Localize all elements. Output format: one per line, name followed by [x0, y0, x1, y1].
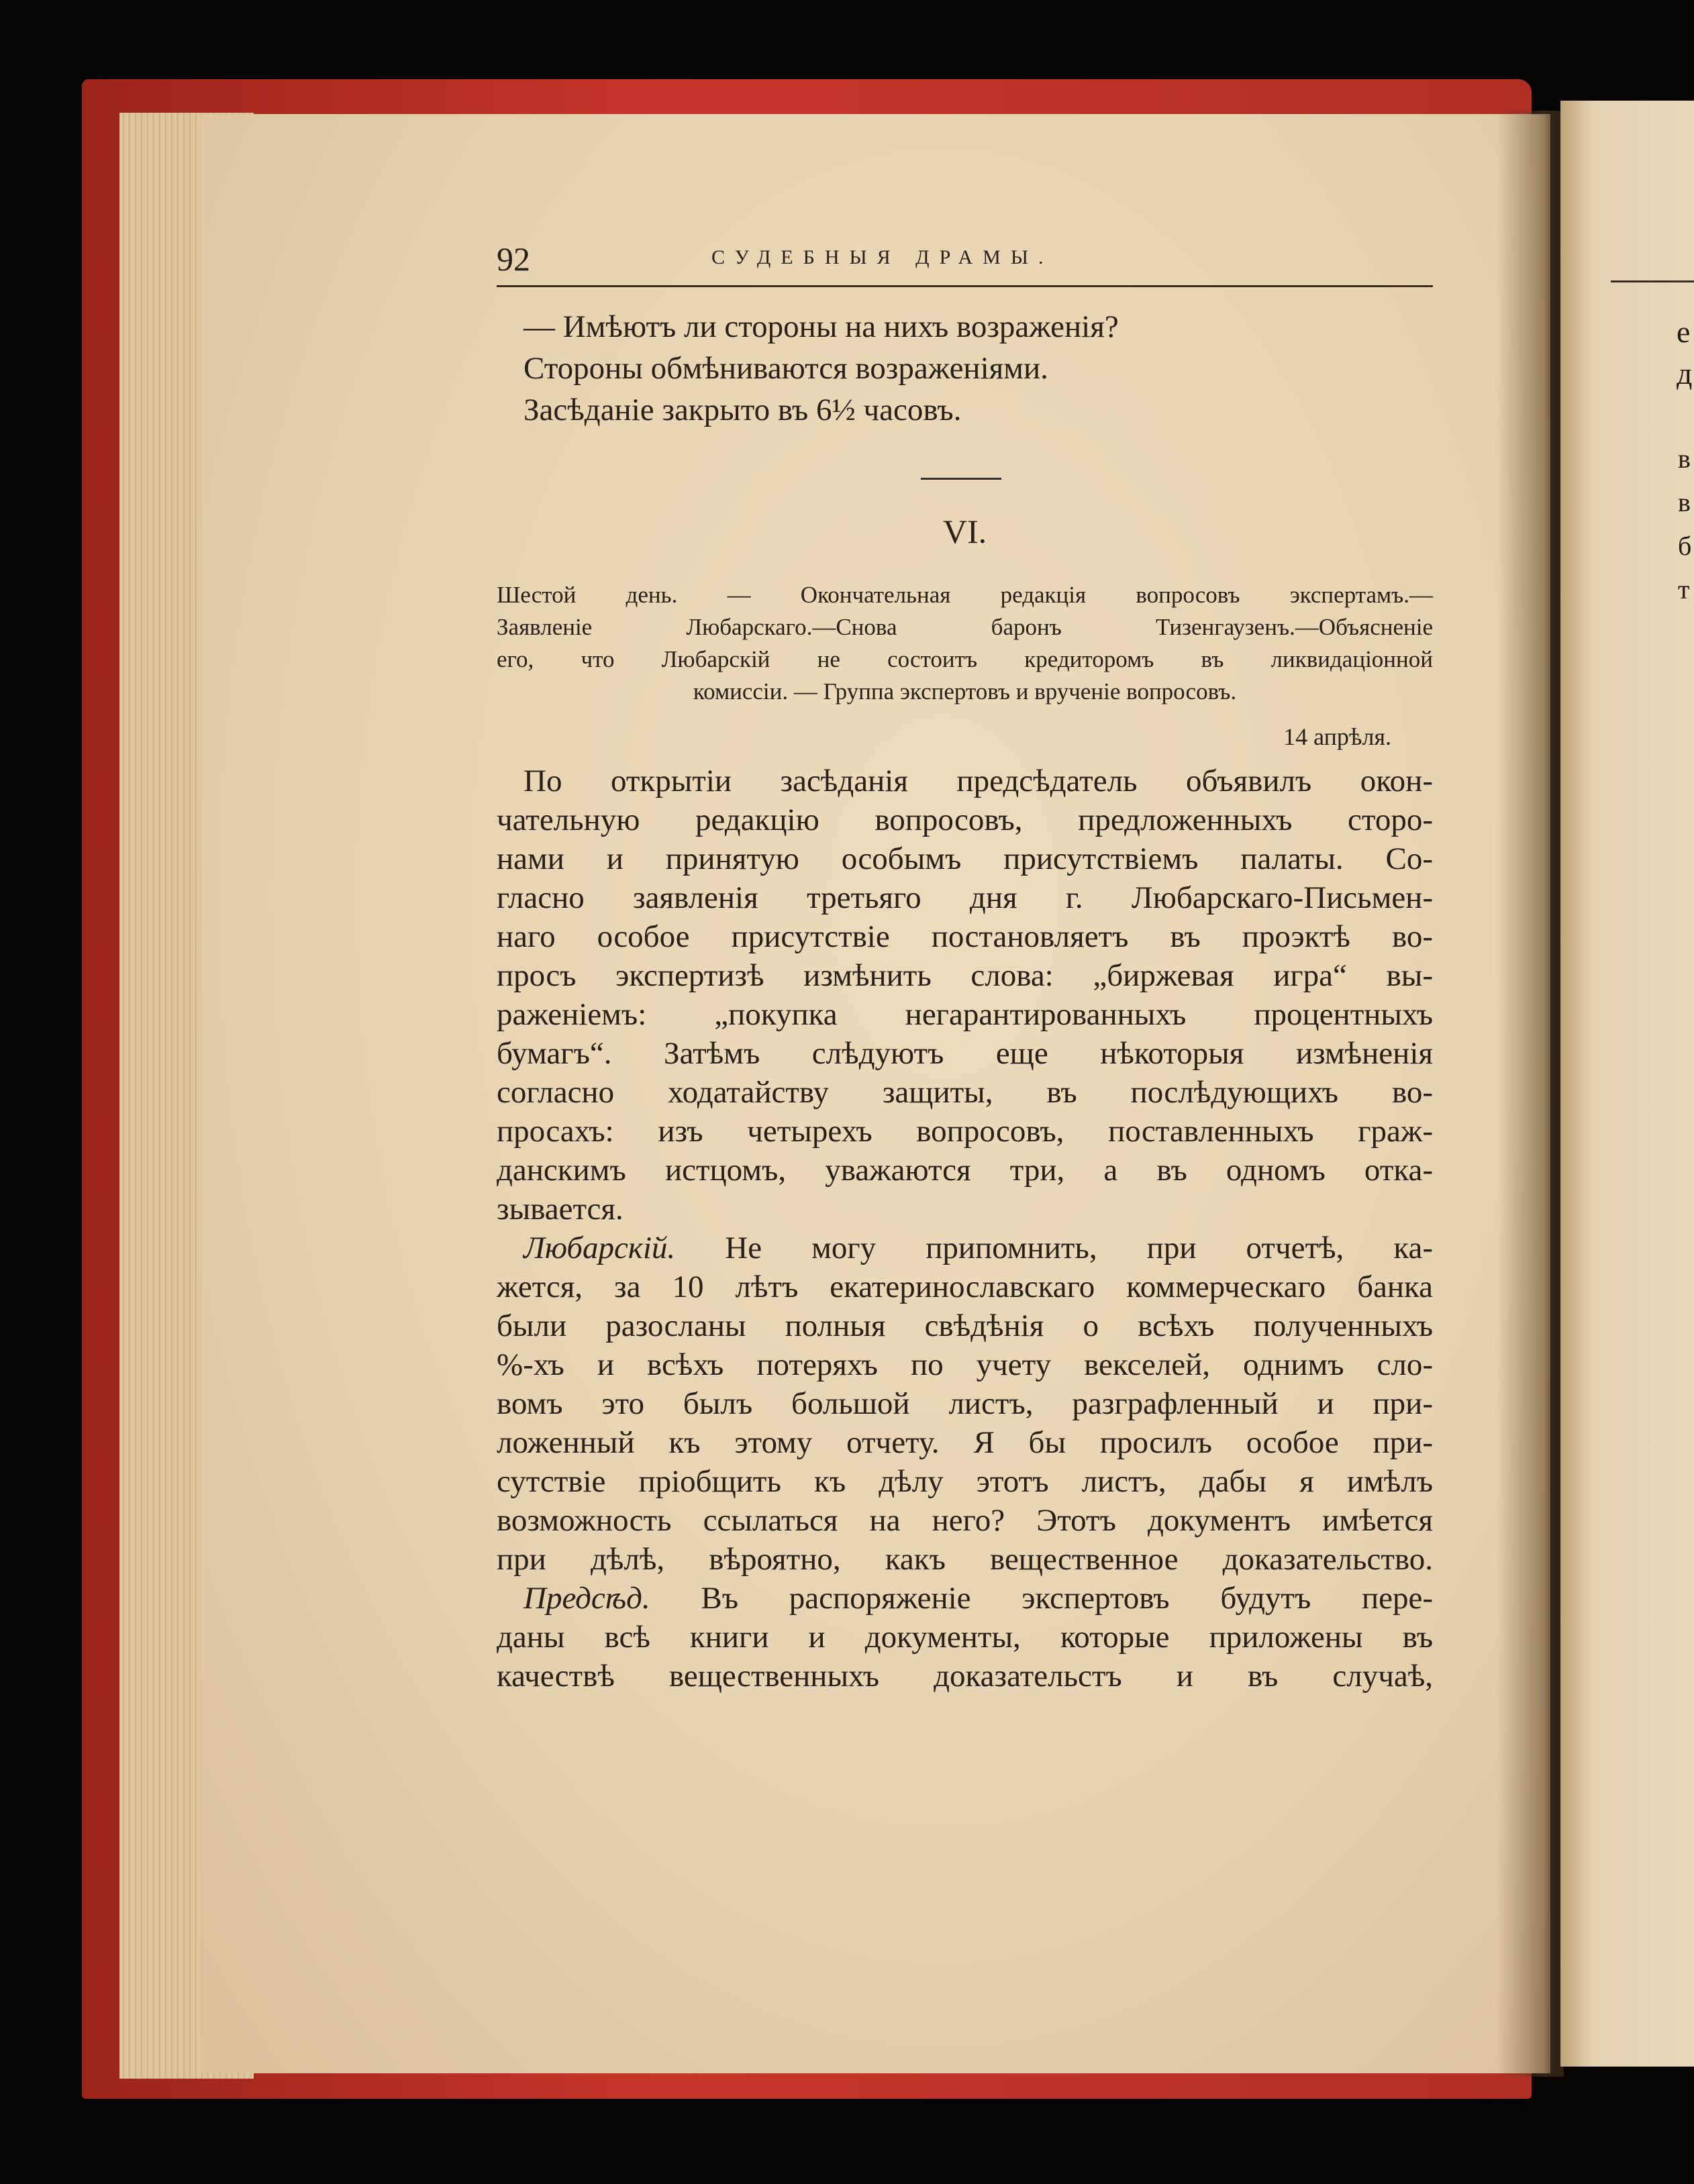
text-line: наго особое присутствіе постановляетъ въ проэктѣ во-	[497, 919, 1433, 954]
text-line: при дѣлѣ, вѣроятно, какъ вещественное доказательство.	[497, 1542, 1433, 1577]
text-line: гласно заявленія третьяго дня г. Любарскаго-Письмен-	[497, 880, 1433, 915]
next-page-char: е	[1677, 315, 1691, 349]
text-line: чательную редакцію вопросовъ, предложенныхъ сторо-	[497, 802, 1433, 837]
text-line: возможность ссылаться на него? Этотъ документъ имѣется	[497, 1503, 1433, 1538]
section-divider	[921, 478, 1001, 480]
section-number: VI.	[942, 513, 987, 550]
text-line: просъ экспертизѣ измѣнить слова: „биржевая игра“ вы-	[497, 958, 1433, 993]
summary-line: Шестой день. — Окончательная редакція вопросовъ экспертамъ.—	[497, 582, 1433, 608]
next-page-char: т	[1678, 574, 1690, 605]
speaker-name: Предсѣд.	[524, 1581, 650, 1616]
text-line: качествѣ вещественныхъ доказательстъ и въ случаѣ,	[497, 1659, 1433, 1694]
text-line: бумагъ“. Затѣмъ слѣдуютъ еще нѣкоторыя измѣненія	[497, 1036, 1433, 1071]
text-line: По открытіи засѣданія предсѣдатель объявилъ окон-	[524, 764, 1433, 798]
opening-line: Стороны обмѣниваются возраженіями.	[524, 351, 1048, 386]
next-page-char: в	[1678, 487, 1691, 517]
next-page-edge	[1560, 101, 1694, 2067]
text-span: Не могу припомнить, при отчетѣ, ка-	[725, 1231, 1434, 1265]
paragraph-1	[497, 762, 1433, 1229]
next-page-header-rule	[1611, 280, 1694, 282]
running-title: СУДЕБНЫЯ ДРАМЫ.	[711, 246, 1054, 268]
summary-line: Заявленіе Любарскаго.—Снова баронъ Тизенгаузенъ.—Объясненіе	[497, 614, 1433, 640]
summary-line: комиссіи. — Группа экспертовъ и врученіе вопросовъ.	[693, 678, 1237, 705]
running-header	[497, 231, 1433, 287]
next-page-char: д	[1677, 356, 1693, 391]
opening-line: — Имѣютъ ли стороны на нихъ возраженія?	[524, 309, 1119, 344]
text-line: согласно ходатайству защиты, въ послѣдующихъ во-	[497, 1075, 1433, 1110]
text-line: жется, за 10 лѣтъ екатеринославскаго коммерческаго банка	[497, 1269, 1433, 1304]
text-line: были разосланы полныя свѣдѣнія о всѣхъ полученныхъ	[497, 1308, 1433, 1343]
page-text	[497, 231, 1433, 1696]
opening-line: Засѣданіе закрыто въ 6½ часовъ.	[524, 393, 962, 427]
summary-line: его, что Любарскій не состоитъ кредиторомъ въ ликвидаціонной	[497, 646, 1433, 672]
next-page-char: б	[1678, 531, 1692, 561]
page-number: 92	[497, 240, 530, 278]
next-page-char: в	[1678, 444, 1691, 474]
section-summary	[497, 579, 1433, 708]
text-span: Въ распоряженіе экспертовъ будутъ пере-	[701, 1581, 1433, 1616]
text-line: зывается.	[497, 1192, 624, 1227]
text-line: данскимъ истцомъ, уважаются три, а въ одномъ отка-	[497, 1153, 1433, 1188]
text-line: даны всѣ книги и документы, которые приложены въ	[497, 1620, 1433, 1655]
text-line: %-хъ и всѣхъ потеряхъ по учету векселей, однимъ сло-	[497, 1347, 1433, 1382]
text-line: просахъ: изъ четырехъ вопросовъ, поставленныхъ граж-	[497, 1114, 1433, 1149]
text-line	[497, 1229, 1433, 1267]
text-line: нами и принятую особымъ присутствіемъ палаты. Со-	[497, 841, 1433, 876]
text-line: ложенный къ этому отчету. Я бы просилъ особое при-	[497, 1425, 1433, 1460]
book-gutter	[1497, 111, 1564, 2077]
speaker-name: Любарскій.	[524, 1231, 676, 1265]
section-date: 14 апрѣля.	[1283, 723, 1391, 750]
opening-lines	[497, 306, 1433, 431]
text-line	[497, 1579, 1433, 1618]
paragraph-3	[497, 1579, 1433, 1696]
paragraph-2	[497, 1229, 1433, 1579]
text-line: вомъ это былъ большой листъ, разграфленный и при-	[497, 1386, 1433, 1421]
text-line: сутствіе пріобщить къ дѣлу этотъ листъ, дабы я имѣлъ	[497, 1464, 1433, 1499]
text-line: раженіемъ: „покупка негарантированныхъ процентныхъ	[497, 997, 1433, 1032]
